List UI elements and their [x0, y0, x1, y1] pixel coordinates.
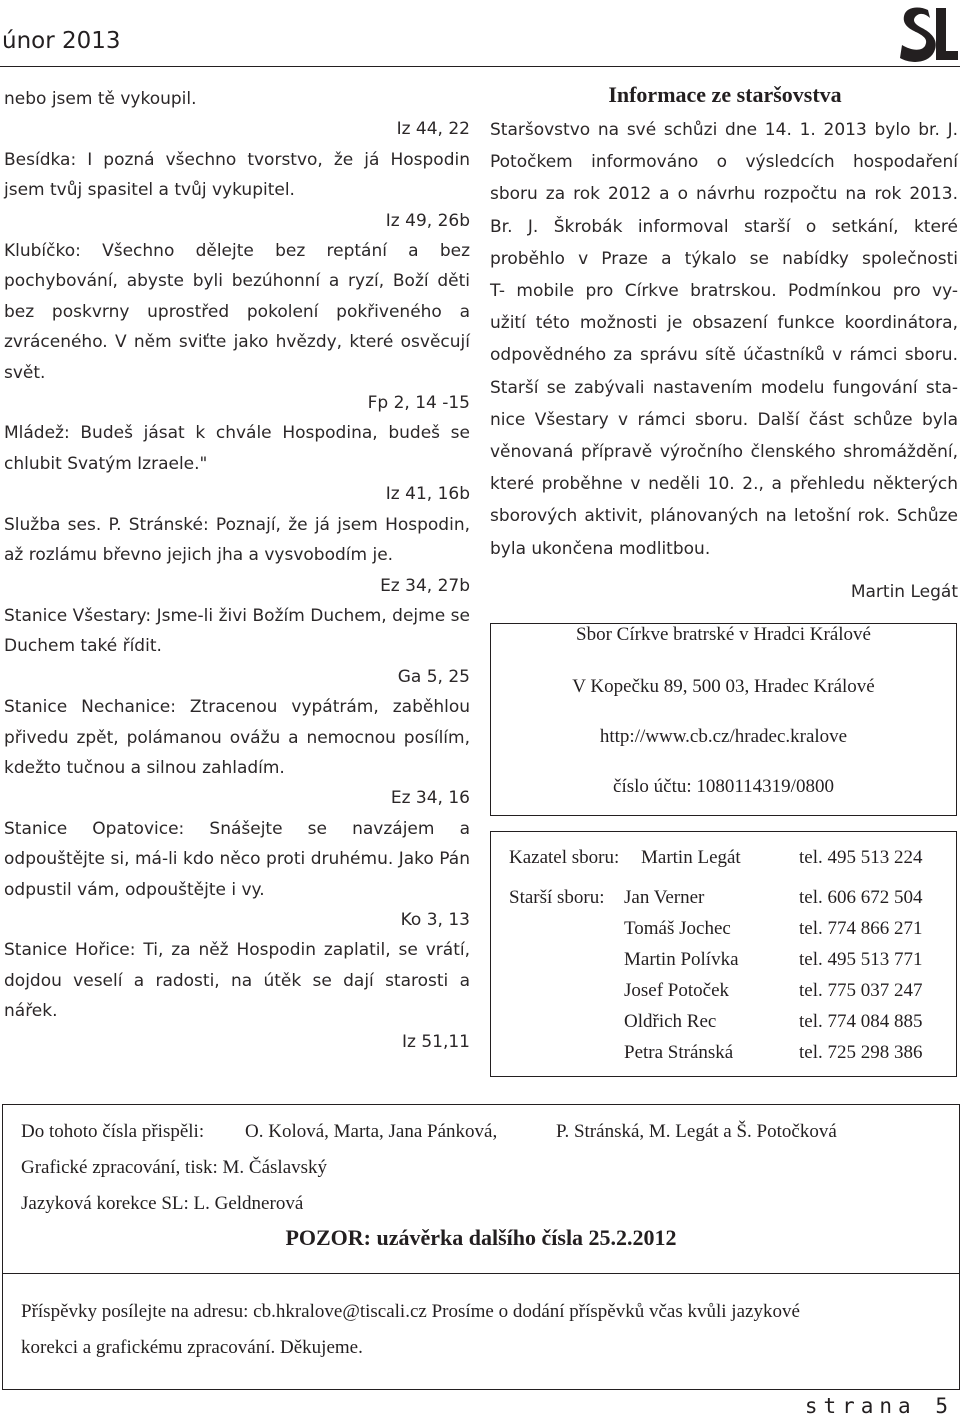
contact-row [491, 918, 956, 949]
contacts-box [490, 831, 957, 1077]
church-address: V Kopečku 89, 500 03, Hradec Králové [572, 676, 875, 697]
contact-name: Jan Verner [624, 887, 705, 908]
contact-role: Kazatel sboru: [509, 847, 620, 868]
contributors-label: Do tohoto čísla přispěli: [21, 1121, 205, 1142]
info-line: sborových aktivit, plánovaných na letošní rok. Schůze [490, 506, 958, 527]
church-website: http://www.cb.cz/hradec.kralove [599, 726, 848, 747]
info-line: T- mobile pro Církve bratrskou. Podmínkou pro vy- [490, 281, 958, 302]
contact-phone: tel. 725 298 386 [799, 1042, 923, 1063]
page-number: strana 5 [804, 1394, 954, 1418]
contact-row [491, 980, 956, 1011]
info-line: Br. J. Škrobák informoval starší o setkání, které [490, 216, 958, 237]
info-line: Staršovstvo na své schůzi dne 14. 1. 2013 bylo br. J. [490, 120, 958, 140]
verse-text: Služba ses. P. Stránské: Poznají, že já jsem Hospodin, až rozlámu břevno jejich jha a vysvobodím je. [4, 514, 470, 566]
info-paragraph [490, 114, 958, 565]
contact-phone: tel. 495 513 771 [799, 949, 923, 970]
info-line: sboru za rok 2012 a o návrhu rozpočtu na rok 2013. [490, 184, 958, 205]
graphics-credit: Grafické zpracování, tisk: M. Čáslavský [21, 1157, 328, 1178]
contact-name: Josef Potoček [624, 980, 730, 1001]
contact-phone: tel. 775 037 247 [799, 980, 923, 1001]
info-author: Martin Legát [850, 582, 958, 602]
contact-phone: tel. 606 672 504 [799, 887, 923, 908]
info-line: nice Všestary v rámci sboru. Další část schůze byla [490, 409, 958, 430]
header-rule [0, 66, 960, 67]
verse-text: Klubíčko: Všechno dělejte bez reptání a bez pochybování, abyste byli bezúhonní a ryzí, Boží děti bez poskvrny uprostřed pokolení pokřiveného a zvráceného. V něm sviťte jako hvězdy, které osvěcují svět. [4, 241, 470, 383]
contributors-list-b: P. Stránská, M. Legát a Š. Potočková [556, 1121, 837, 1142]
info-line: Starší se zabývali nastavením modelu fungování sta- [490, 377, 958, 398]
verse-text: Besídka: I pozná všechno tvorstvo, že já Hospodin jsem tvůj spasitel a tvůj vykupitel. [4, 149, 470, 201]
verse-text: nebo jsem tě vykoupil. [4, 89, 197, 109]
verse-reference: Ez 34, 27b [380, 575, 470, 596]
contributors-list-a: O. Kolová, Marta, Jana Pánková, [245, 1121, 498, 1142]
contact-phone: tel. 495 513 224 [799, 847, 923, 868]
info-heading: Informace ze staršovstva [608, 82, 842, 107]
info-line: věnovaná přípravě výročního členského shromáždění, [490, 442, 958, 463]
contact-name: Martin Legát [641, 847, 741, 868]
verse-text: Stanice Hořice: Ti, za něž Hospodin zaplatil, se vrátí, dojdou veselí a radosti, na útěk se dají starosti a nářek. [4, 940, 470, 1022]
info-line: které proběhne v neděli 10. 2., a přehledu některých [490, 474, 958, 495]
contact-row [491, 949, 956, 980]
verse-reference: Iz 51,11 [401, 1031, 470, 1052]
verse-reference: Ko 3, 13 [400, 909, 470, 930]
contact-name: Tomáš Jochec [624, 918, 731, 939]
issue-date: únor 2013 [2, 28, 121, 54]
credits-divider [3, 1273, 959, 1274]
credits-box [2, 1104, 960, 1390]
info-line: proběhlo v Praze a týkalo se nabídky společnosti [490, 248, 958, 269]
info-line: byla ukončena modlitbou. [490, 538, 711, 559]
verse-reference: Iz 49, 26b [385, 210, 470, 231]
verse-text: Stanice Všestary: Jsme-li živi Božím Duchem, dejme se Duchem také řídit. [4, 605, 470, 657]
submission-info-line-2: korekci a grafickému zpracování. Děkujeme. [21, 1337, 363, 1358]
deadline-notice: POZOR: uzávěrka dalšího čísla 25.2.2012 [285, 1225, 677, 1250]
contact-name: Martin Polívka [624, 949, 739, 970]
verse-reference: Iz 44, 22 [396, 119, 470, 140]
info-line: odpovědného za správu sítě účastníků v rámci sboru. [490, 345, 958, 366]
submission-info-line-1: Příspěvky posílejte na adresu: cb.hkralove@tiscali.cz Prosíme o dodání příspěvků včas kvůli jazykové [21, 1301, 800, 1322]
contact-phone: tel. 774 866 271 [799, 918, 923, 939]
contact-phone: tel. 774 084 885 [799, 1011, 923, 1032]
verse-text: Mládež: Budeš jásat k chvále Hospodina, budeš se chlubit Svatým Izraele." [4, 423, 470, 474]
contact-name: Oldřich Rec [624, 1011, 717, 1032]
contact-row [491, 847, 956, 878]
church-info-box [490, 623, 957, 816]
verse-reference: Ez 34, 16 [390, 788, 470, 809]
contact-row [491, 1042, 956, 1073]
contact-row [491, 887, 956, 918]
verse-reference: Iz 41, 16b [385, 484, 470, 505]
verse-text: Stanice Opatovice: Snášejte se navzájem a odpouštějte si, má-li kdo něco proti druhému. Jako Pán odpustil vám, odpouštějte i vy. [4, 818, 470, 900]
church-name: Sbor Církve bratrské v Hradci Králové [576, 624, 871, 645]
contact-name: Petra Stránská [624, 1042, 734, 1063]
verses-column [4, 84, 470, 1057]
verse-text: Stanice Nechanice: Ztracenou vypátrám, zaběhlou přivedu zpět, polámanou ovážu a nemocnou posílím, kdežto tučnou a silnou zahladím. [4, 697, 470, 778]
sl-logo [898, 2, 960, 66]
info-line: užití této možnosti je obsazení funkce koordinátora, [490, 313, 958, 334]
church-account: číslo účtu: 1080114319/0800 [613, 776, 834, 797]
contact-role: Starší sboru: [509, 887, 605, 908]
verse-reference: Ga 5, 25 [397, 666, 470, 687]
info-line: Potočkem informováno o výsledcích hospodaření [490, 152, 958, 173]
contact-row [491, 1011, 956, 1042]
verse-reference: Fp 2, 14 -15 [367, 393, 470, 414]
proofreading-credit: Jazyková korekce SL: L. Geldnerová [21, 1193, 304, 1214]
